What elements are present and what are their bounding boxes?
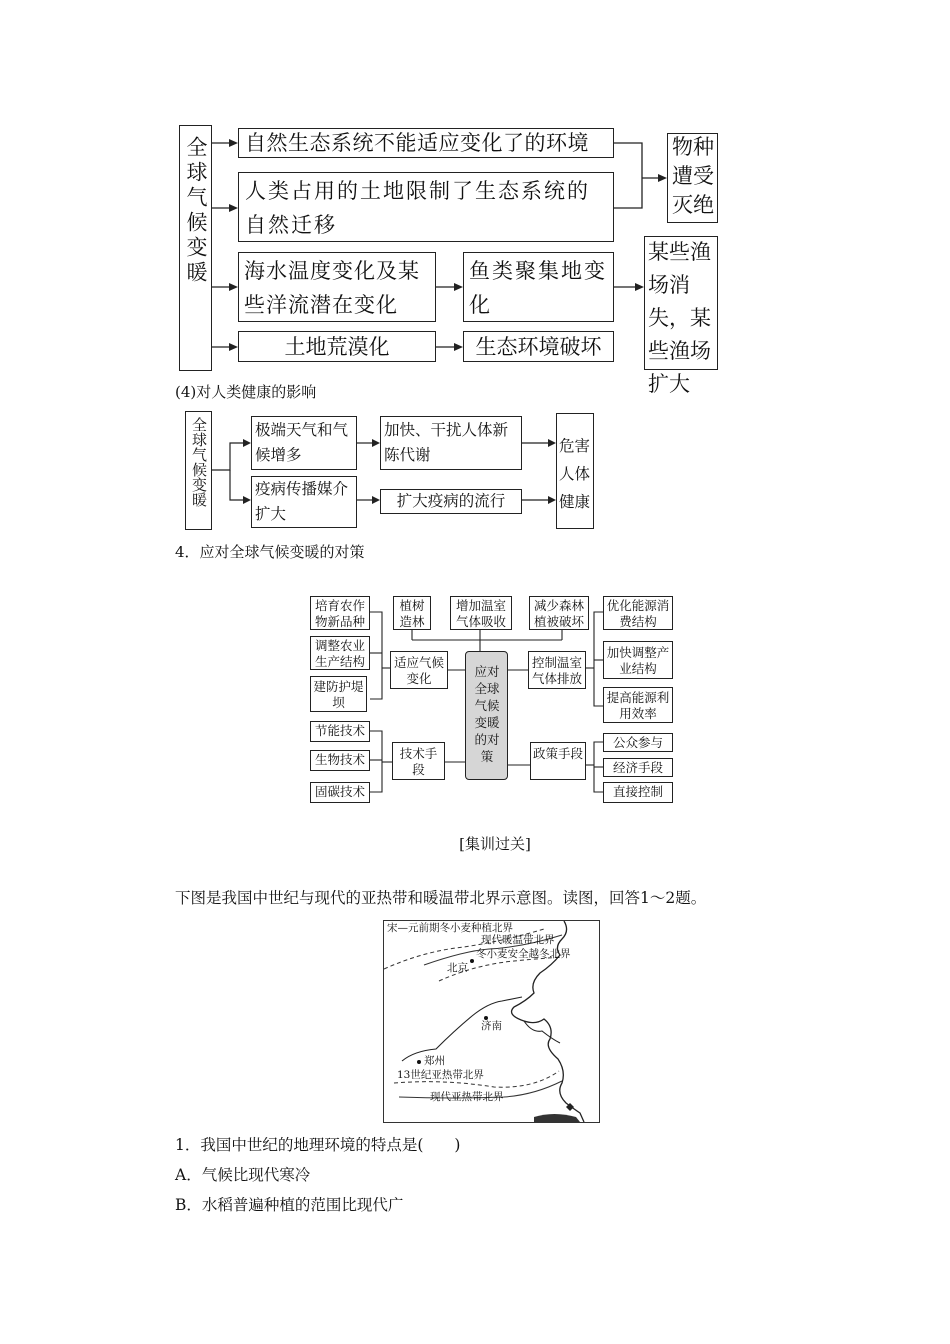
option-b: B．水稻普遍种植的范围比现代广 [175, 1196, 404, 1214]
tech-item-3-label: 固碳技术 [314, 784, 365, 799]
adapt-box [390, 651, 448, 689]
tech-item-2-label: 生物技术 [314, 752, 365, 767]
impact-label-1: 自然生态系统不能适应变化了的环境 [245, 131, 589, 155]
measure-top-3 [529, 596, 589, 630]
impact-label-2: 人类占用的土地限制了生态系统的自然迁移 [245, 179, 590, 237]
center-label: 应对全球气候变暖的对策 [474, 664, 500, 764]
tech-item-1-label: 节能技术 [314, 723, 365, 738]
measure-right-1-label: 优化能源消费结构 [606, 598, 670, 629]
policy-item-2 [603, 758, 673, 777]
impact-label-6: 生态环境破坏 [475, 335, 602, 359]
control-label: 控制温室气体排放 [531, 655, 582, 686]
health-cause-label: 全球气候变暖 [190, 417, 208, 507]
center-box [465, 651, 508, 780]
measure-right-2 [603, 641, 673, 679]
measure-left-1 [310, 596, 370, 630]
policy-item-3-label: 直接控制 [612, 784, 663, 799]
measure-right-2-label: 加快调整产业结构 [606, 645, 670, 676]
measure-left-2-label: 调整农业生产结构 [314, 638, 365, 669]
tech-item-1 [310, 721, 370, 742]
result-label-2: 某些渔场消失，某些渔场扩大 [648, 240, 711, 396]
measure-top-3-label: 减少森林植被破坏 [533, 598, 584, 629]
measure-left-3 [310, 676, 367, 712]
policy-item-3 [603, 782, 673, 803]
climate-boundary-map [383, 920, 600, 1123]
policy-item-2-label: 经济手段 [612, 760, 663, 775]
option-a: A．气候比现代寒冷 [175, 1166, 311, 1184]
health-label-4: 扩大疫病的流行 [396, 492, 506, 510]
impact-label-5: 土地荒漠化 [284, 335, 390, 359]
map-label-warm-temperate: 现代暖温带北界 [481, 934, 555, 946]
question-1: 1．我国中世纪的地理环境的特点是( ) [175, 1136, 461, 1154]
impact-label-3: 海水温度变化及某些洋流潜在变化 [244, 259, 420, 317]
tech-item-3 [310, 782, 370, 803]
map-label-jinan: 济南 [481, 1020, 502, 1032]
section-heading-health: (4)对人类健康的影响 [175, 383, 317, 401]
measure-right-3 [603, 687, 673, 723]
measure-left-1-label: 培育农作物新品种 [314, 598, 365, 629]
health-label-1: 极端天气和气候增多 [255, 421, 349, 464]
map-label-13c-subtropical: 13世纪亚热带北界 [397, 1069, 484, 1081]
measure-top-2-label: 增加温室气体吸收 [455, 598, 506, 629]
health-result-label: 危害人体健康 [559, 437, 591, 511]
measure-left-2 [310, 636, 370, 670]
measure-top-1 [393, 596, 431, 630]
tech-box [392, 742, 445, 780]
policy-box [530, 742, 586, 780]
intro-paragraph: 下图是我国中世纪与现代的亚热带和暖温带北界示意图。读图，回答1～2题。 [175, 889, 707, 907]
section-title: [集训过关] [459, 835, 531, 853]
map-label-wheat-boundary: 宋—元前期冬小麦种植北界 [387, 922, 513, 934]
map-label-winter-wheat: 冬小麦安全越冬北界 [476, 948, 571, 960]
impact-label-4: 鱼类聚集地变化 [469, 259, 607, 317]
health-label-2: 加快、干扰人体新陈代谢 [384, 421, 509, 464]
map-label-modern-subtropical: 现代亚热带北界 [430, 1091, 504, 1103]
tech-item-2 [310, 750, 370, 771]
measure-left-3-label: 建防护堤坝 [313, 679, 364, 710]
cause-label: 全球气候变暖 [184, 136, 208, 286]
map-label-beijing: 北京 [447, 962, 468, 974]
health-label-3: 疫病传播媒介扩大 [255, 480, 349, 523]
map-label-zhengzhou: 郑州 [424, 1055, 445, 1067]
tech-label: 技术手段 [399, 746, 438, 777]
policy-label: 政策手段 [532, 746, 583, 761]
policy-item-1 [603, 733, 673, 752]
measure-right-1 [603, 596, 673, 630]
policy-item-1-label: 公众参与 [612, 735, 663, 750]
adapt-label: 适应气候变化 [393, 655, 444, 686]
measure-top-1-label: 植树造林 [399, 598, 425, 629]
measure-right-3-label: 提高能源利用效率 [606, 690, 670, 721]
measure-top-2 [450, 596, 512, 630]
result-label-1: 物种遭受灭绝 [672, 135, 714, 217]
heading-countermeasures: 4．应对全球气候变暖的对策 [175, 543, 365, 561]
control-box [528, 651, 586, 689]
